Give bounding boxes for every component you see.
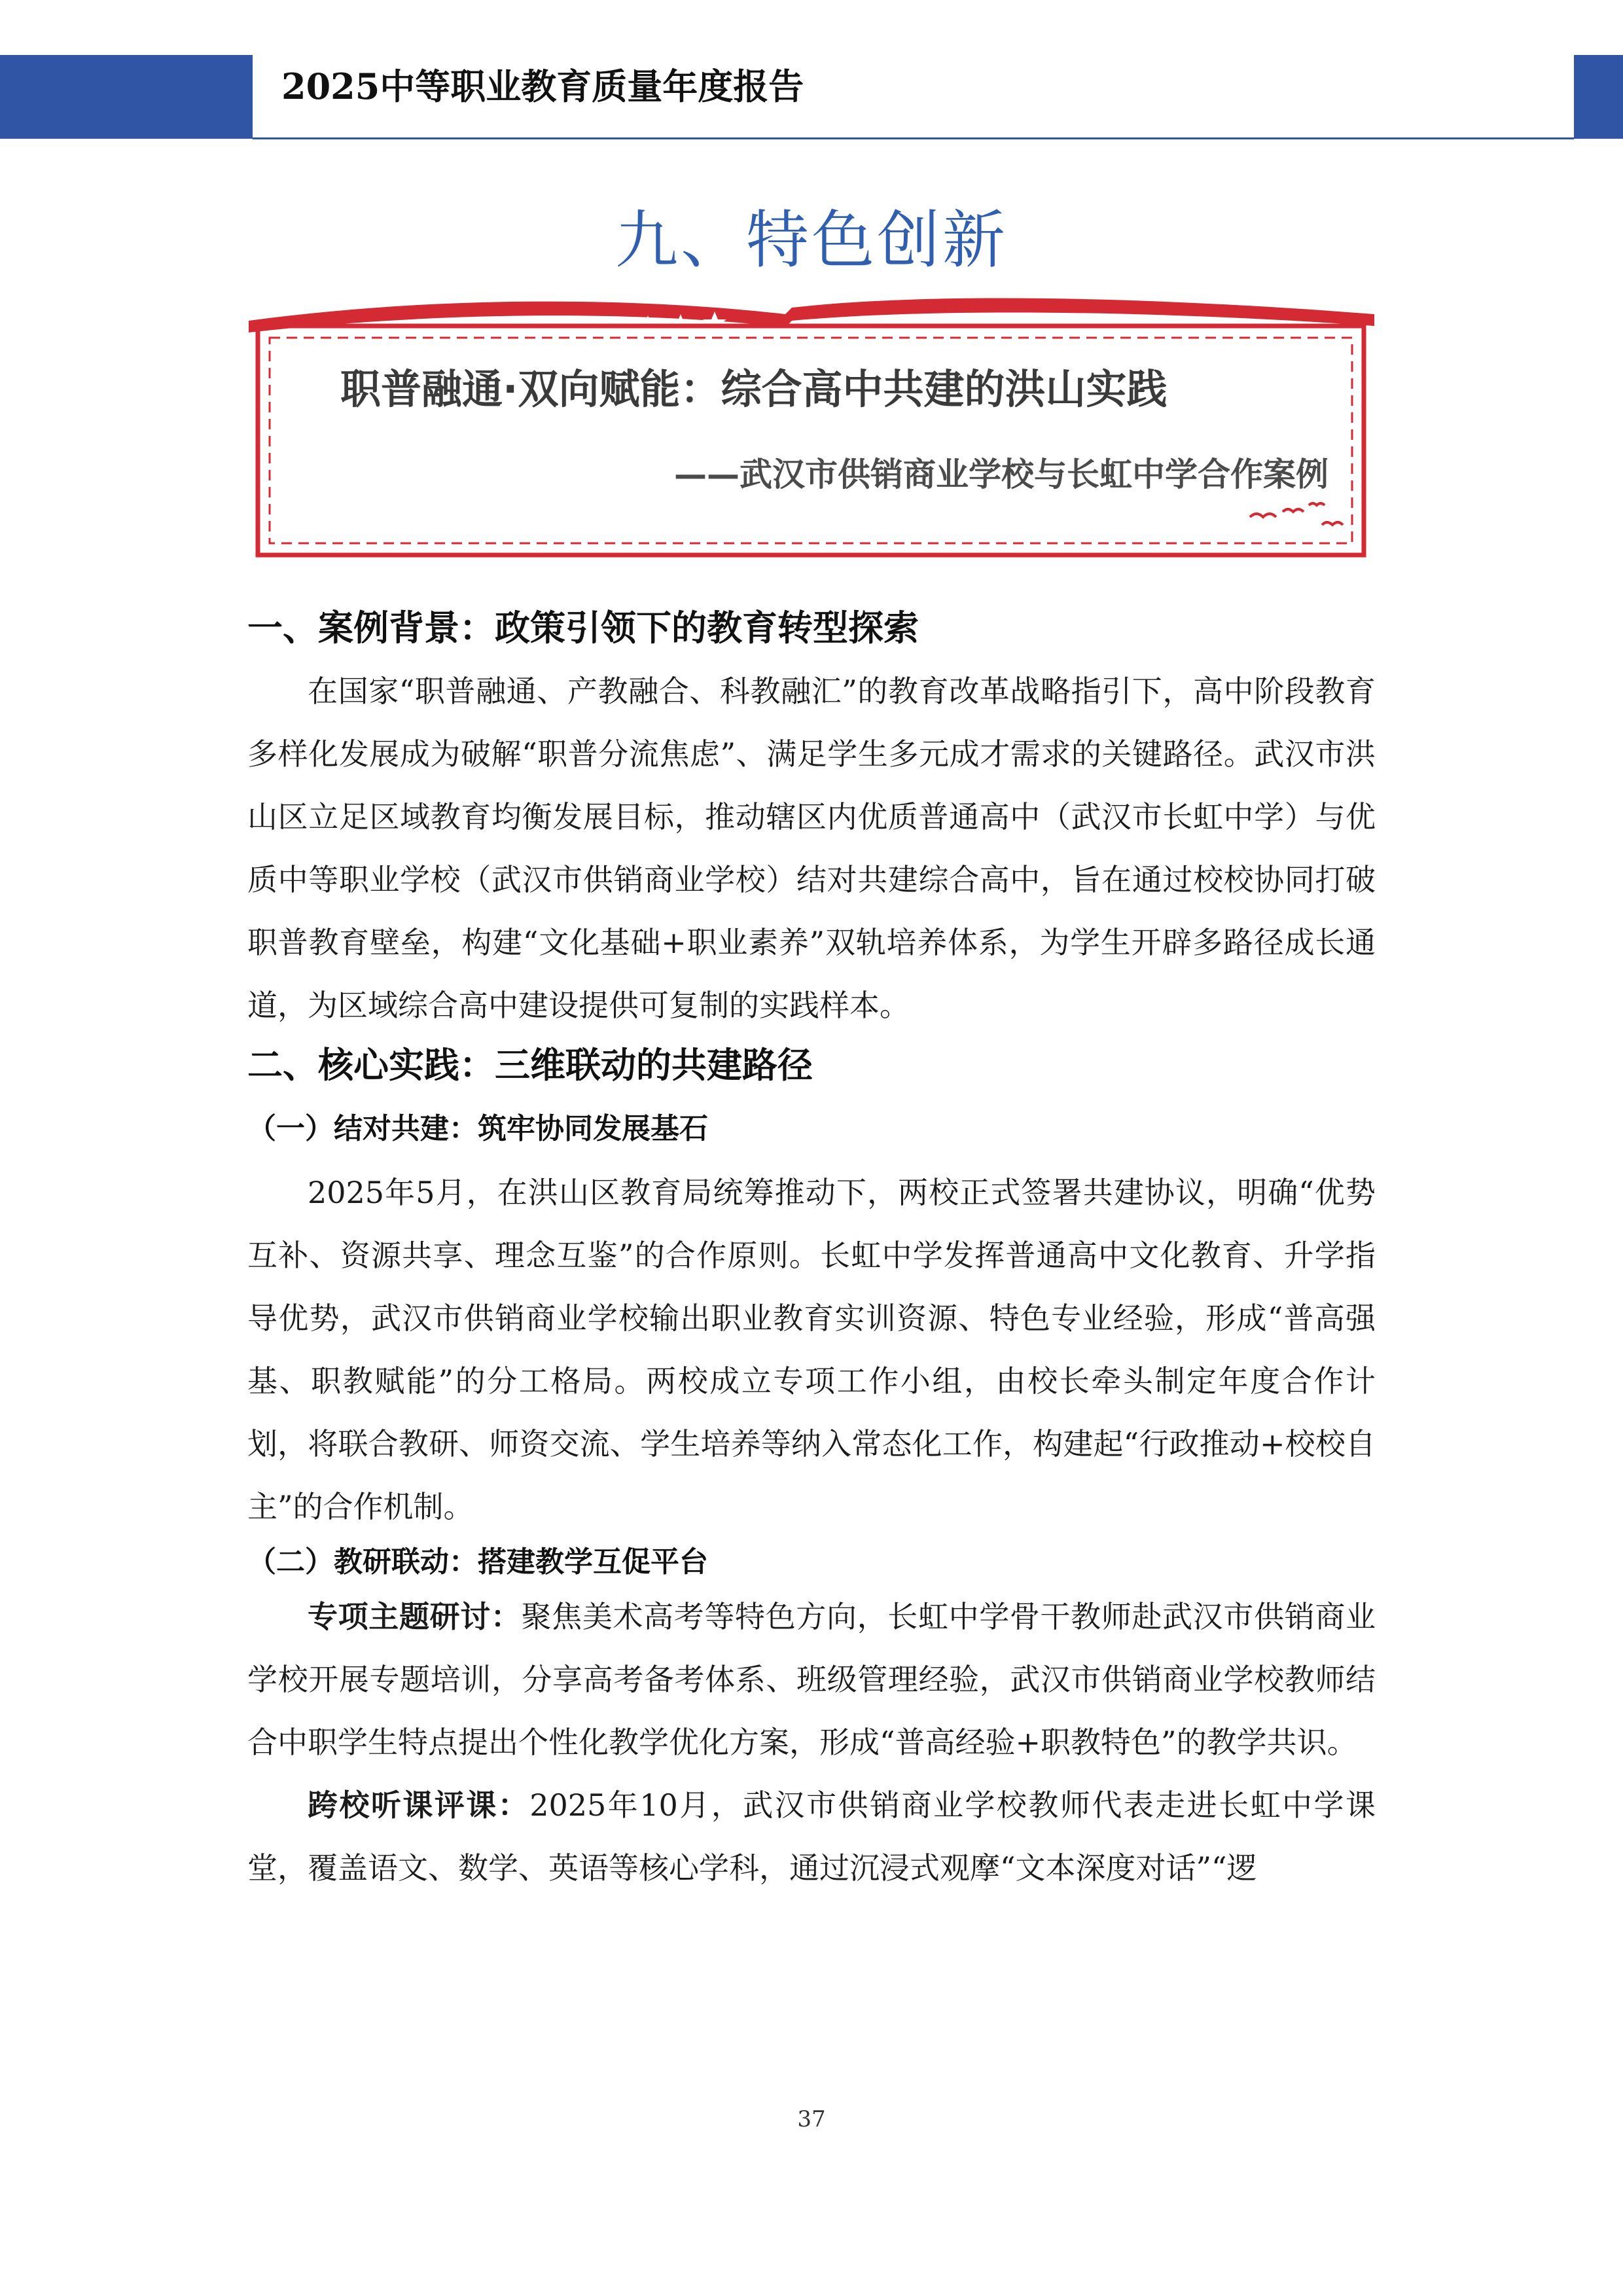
banner-frame-graphic bbox=[249, 295, 1374, 563]
paragraph-text-topic-seminar: 聚焦美术高考等特色方向，长虹中学骨干教师赴武汉市供销商业学校开展专题培训，分享高考备考体系、班级管理经验，武汉市供销商业学校教师结合中职学生特点提出个性化教学优化方案，形成“普高经验+职教特色”的教学共识。 bbox=[247, 1599, 1376, 1760]
subsection-heading-pairing: （一）结对共建：筑牢协同发展基石 bbox=[247, 1112, 708, 1145]
paragraph-lead-cross-school: 跨校听课评课： bbox=[308, 1787, 530, 1823]
paragraph-topic-seminar bbox=[247, 1585, 1376, 1774]
page-number: 37 bbox=[797, 2106, 826, 2132]
header-accent-bar-left bbox=[0, 55, 253, 139]
paragraph-cross-school-observation bbox=[247, 1774, 1376, 1899]
main-content bbox=[247, 589, 1376, 1899]
chapter-title: 九、特色创新 bbox=[615, 204, 1008, 277]
paragraph-lead-topic-seminar: 专项主题研讨： bbox=[308, 1599, 522, 1634]
paragraph-text-cross-school: 2025年10月，武汉市供销商业学校教师代表走进长虹中学课堂，覆盖语文、数学、英语等核心学科，通过沉浸式观摩“文本深度对话”“逻 bbox=[247, 1787, 1376, 1886]
case-subtitle: ——武汉市供销商业学校与长虹中学合作案例 bbox=[674, 456, 1329, 493]
section-heading-core-practice: 二、核心实践：三维联动的共建路径 bbox=[247, 1045, 813, 1086]
section-heading-background: 一、案例背景：政策引领下的教育转型探索 bbox=[247, 607, 919, 649]
paragraph-pairing: 2025年5月，在洪山区教育局统筹推动下，两校正式签署共建协议，明确“优势互补、资源共享、理念互鉴”的合作原则。长虹中学发挥普通高中文化教育、升学指导优势，武汉市供销商业学校输出职业教育实训资源、特色专业经验，形成“普高强基、职教赋能”的分工格局。两校成立专项工作小组，由校长牵头制定年度合作计划，将联合教研、师资交流、学生培养等纳入常态化工作，构建起“行政推动+校校自主”的合作机制。 bbox=[247, 1175, 1376, 1524]
case-title-banner bbox=[249, 295, 1374, 563]
header-rule bbox=[253, 137, 1574, 139]
case-title: 职普融通·双向赋能：综合高中共建的洪山实践 bbox=[340, 365, 1168, 413]
report-header-title: 2025中等职业教育质量年度报告 bbox=[281, 65, 804, 107]
subsection-heading-teaching-research: （二）教研联动：搭建教学互促平台 bbox=[247, 1545, 708, 1579]
header-accent-bar-right bbox=[1574, 55, 1623, 139]
paragraph-background: 在国家“职普融通、产教融合、科教融汇”的教育改革战略指引下，高中阶段教育多样化发展成为破解“职普分流焦虑”、满足学生多元成才需求的关键路径。武汉市洪山区立足区域教育均衡发展目标，推动辖区内优质普通高中（武汉市长虹中学）与优质中等职业学校（武汉市供销商业学校）结对共建综合高中，旨在通过校校协同打破职普教育壁垒，构建“文化基础+职业素养”双轨培养体系，为学生开辟多路径成长通道，为区域综合高中建设提供可复制的实践样本。 bbox=[247, 673, 1376, 1023]
